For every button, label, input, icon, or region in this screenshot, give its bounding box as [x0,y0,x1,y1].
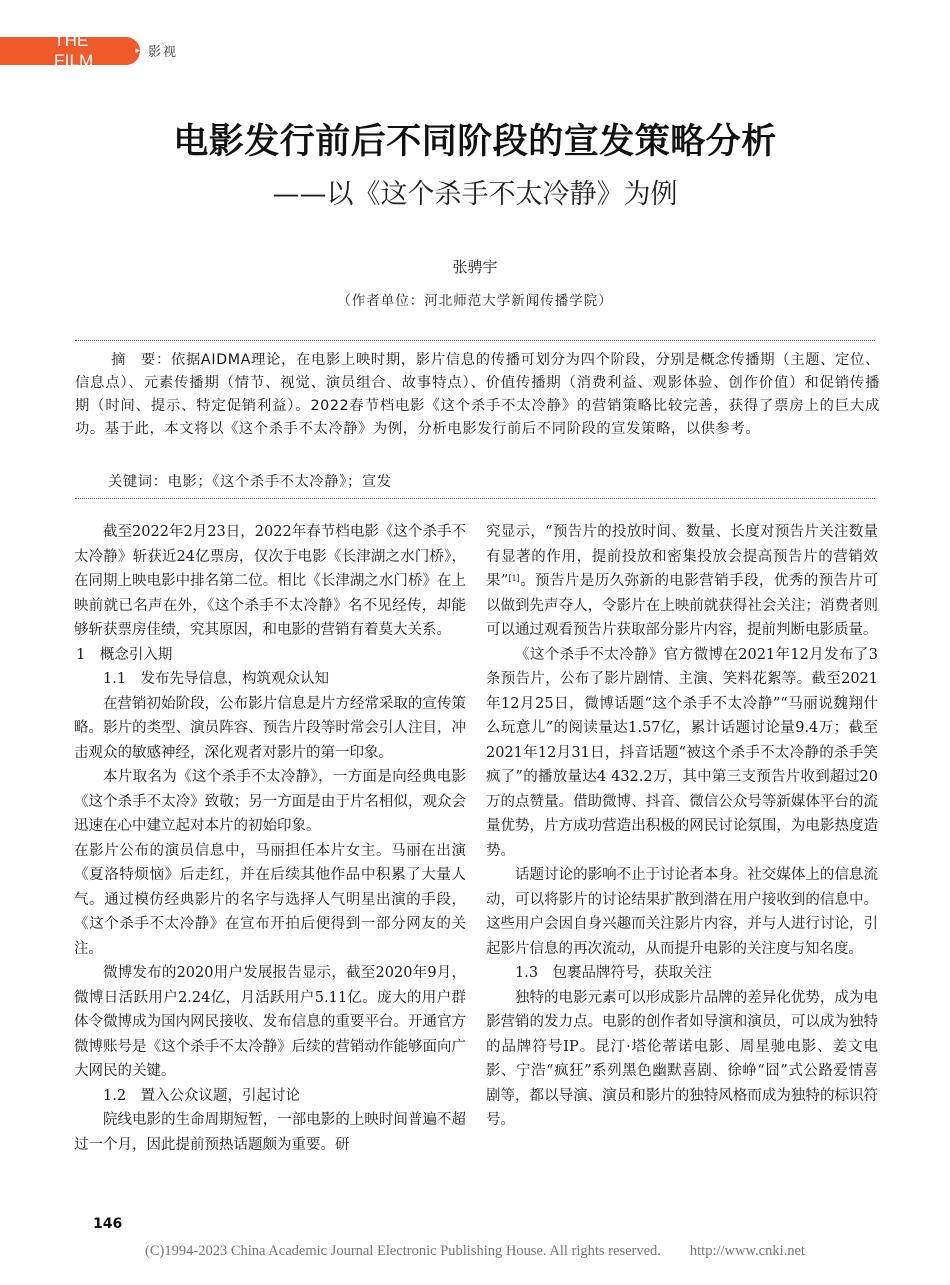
paragraph: 《这个杀手不太冷静》官方微博在2021年12月发布了3条预告片，公布了影片剧情、主演、笑料花絮等。截至2021年12月25日，微博话题“这个杀手不太冷静”“马丽说魏翔什么玩意儿”的阅读量达1.57亿，累计话题讨论量9.4万；截至2021年12月31日，抖音话题“被这个杀手不太冷静的杀手笑疯了”的播放量达4 432.2万，其中第三支预告片收到超过20万的点赞量。借助微博、抖音、微信公众号等新媒体平台的流量优势，片方成功营造出积极的网民讨论氛围，为电影热度造势。 [486,646,878,859]
author-name: 张骋宇 [452,258,498,276]
paragraph: 话题讨论的影响不止于讨论者本身。社交媒体上的信息流动，可以将影片的讨论结果扩散到潜在用户接收到的信息中。这些用户会因自身兴趣而关注影片内容，并与人进行讨论，引起影片信息的再次流动，从而提升电影的关注度与知名度。 [486,867,878,957]
keywords-text: 电影；《这个杀手不太冷静》；宣发 [167,474,392,490]
section-heading: 1 概念引入期 [76,646,173,663]
paragraph: 在营销初始阶段，公布影片信息是片方经常采取的宣传策略。影片的类型、演员阵容、预告片段等时常会引人注目，冲击观众的敏感神经，深化观者对影片的第一印象。 [74,695,466,761]
paragraph: 院线电影的生命周期短暂，一部电影的上映时间普遍不超过一个月，因此提前预热话题颇为重要。研 [74,1112,466,1153]
section-tab [0,31,140,70]
tab-label: THE FILM [54,31,94,70]
paragraph: 截至2022年2月23日，2022年春节档电影《这个杀手不太冷静》斩获近24亿票房，仅次于电影《长津湖之水门桥》，在同期上映电影中排名第二位。相比《长津湖之水门桥》在上映前就已名声在外，《这个杀手不太冷静》名不见经传，却能够斩获票房佳绩，究其原因，和电影的营销有着莫大关系。 [74,524,466,638]
divider-top [75,340,875,341]
paragraph: 独特的电影元素可以形成影片品牌的差异化优势，成为电影营销的发力点。电影的创作者如导演和演员，可以成为独特的品牌符号IP。昆汀·塔伦蒂诺电影、周星驰电影、姜文电影、宁浩“疯狂”系列黑色幽默喜剧、徐峥“囧”式公路爱情喜剧等，都以导演、演员和影片的独特风格而成为独特的标识符号。 [486,989,878,1128]
section-label: 影视 [148,45,179,60]
body-column-right [486,520,878,1133]
paragraph: 在影片公布的演员信息中，马丽担任本片女主。马丽在出演《夏洛特烦恼》后走红，并在后续其他作品中积累了大量人气。通过模仿经典影片的名字与选择人气明星出演的手段，《这个杀手不太冷静》在宣布开拍后便得到一部分网友的关注。 [74,842,466,957]
copyright-line: (C)1994-2023 China Academic Journal Electronic Publishing House. All rights reserved. http://www.cnki.net [145,1243,805,1259]
body-column-left [74,520,466,1157]
abstract-text: 依据AIDMA理论，在电影上映时期，影片信息的传播可划分为四个阶段，分别是概念传播期（主题、定位、信息点）、元素传播期（情节、视觉、演员组合、故事特点）、价值传播期（消费利益、观影体验、创作价值）和促销传播期（时间、提示、特定促销利益）。2022春节档电影《这个杀手不太冷静》的营销策略比较完善，获得了票房上的巨大成功。基于此，本文将以《这个杀手不太冷静》为例，分析电影发行前后不同阶段的宣发策略，以供参考。 [75,352,880,437]
keywords-label: 关键词： [108,474,168,490]
keywords [108,471,392,491]
paragraph-text: 究显示，“预告片的投放时间、数量、长度对预告片关注数量有显著的作用，提前投放和密集投放会提高预告片的营销效果” [486,524,878,589]
divider-bottom [75,498,875,499]
article-subtitle: ——以《这个杀手不太冷静》为例 [272,179,678,210]
subsection-heading: 1.2 置入公众议题，引起讨论 [103,1087,301,1104]
subsection-heading: 1.1 发布先导信息，构筑观众认知 [103,671,330,687]
page-number: 146 [93,1216,123,1232]
article-title: 电影发行前后不同阶段的宣发策略分析 [173,122,777,162]
citation-ref: [1] [508,574,520,583]
abstract [75,349,880,441]
triangle-right-icon: ▸ [135,46,140,56]
author-affiliation: （作者单位：河北师范大学新闻传播学院） [337,293,613,309]
paragraph: 本片取名为《这个杀手不太冷静》，一方面是向经典电影《这个杀手不太冷》致敬；另一方面是由于片名相似，观众会迅速在心中建立起对本片的初始印象。 [74,769,466,834]
paragraph [486,520,878,643]
paragraph-text: 。预告片是历久弥新的电影营销手段，优秀的预告片可以做到先声夺人，令影片在上映前就获得社会关注；消费者则可以通过观看预告片获取部分影片内容，提前判断电影质量。 [486,573,878,638]
subsection-heading: 1.3 包裹品牌符号，获取关注 [515,965,713,981]
abstract-label: 摘 要： [111,352,171,368]
paragraph: 微博发布的2020用户发展报告显示，截至2020年9月，微博日活跃用户2.24亿，月活跃用户5.11亿。庞大的用户群体令微博成为国内网民接收、发布信息的重要平台。开通官方微博账号是《这个杀手不太冷静》后续的营销动作能够面向广大网民的关键。 [74,965,466,1079]
